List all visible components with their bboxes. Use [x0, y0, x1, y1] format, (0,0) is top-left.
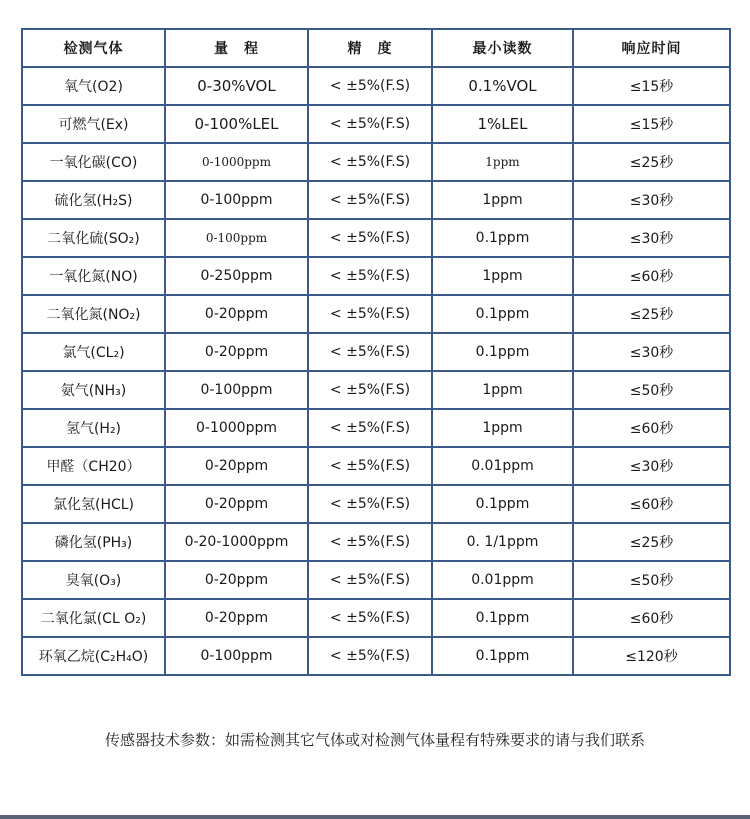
cell-min-reading: 0. 1/1ppm	[432, 523, 573, 561]
cell-min-reading: 1ppm	[432, 257, 573, 295]
cell-gas: 可燃气(Ex)	[22, 105, 165, 143]
cell-gas: 环氧乙烷(C₂H₄O)	[22, 637, 165, 675]
cell-accuracy: < ±5%(F.S)	[308, 371, 432, 409]
cell-gas: 一氧化碳(CO)	[22, 143, 165, 181]
cell-gas: 二氧化硫(SO₂)	[22, 219, 165, 257]
cell-range: 0-30%VOL	[165, 67, 308, 105]
header-accuracy: 精 度	[308, 29, 432, 67]
table-row	[22, 485, 730, 523]
cell-min-reading: 0.1ppm	[432, 295, 573, 333]
table-row	[22, 409, 730, 447]
cell-response-time: ≤60秒	[573, 485, 730, 523]
cell-range: 0-20ppm	[165, 295, 308, 333]
cell-gas: 臭氧(O₃)	[22, 561, 165, 599]
cell-range: 0-20-1000ppm	[165, 523, 308, 561]
table-row	[22, 523, 730, 561]
table-row	[22, 257, 730, 295]
table-row	[22, 561, 730, 599]
cell-response-time: ≤30秒	[573, 447, 730, 485]
cell-accuracy: < ±5%(F.S)	[308, 181, 432, 219]
cell-min-reading: 0.01ppm	[432, 561, 573, 599]
table-header-row	[22, 29, 730, 67]
cell-response-time: ≤60秒	[573, 257, 730, 295]
cell-gas: 二氧化氯(CL O₂)	[22, 599, 165, 637]
cell-min-reading: 1ppm	[432, 143, 573, 181]
table-row	[22, 67, 730, 105]
cell-min-reading: 0.1ppm	[432, 637, 573, 675]
cell-gas: 氧气(O2)	[22, 67, 165, 105]
cell-min-reading: 0.01ppm	[432, 447, 573, 485]
cell-range: 0-100ppm	[165, 181, 308, 219]
cell-range: 0-20ppm	[165, 599, 308, 637]
cell-response-time: ≤60秒	[573, 409, 730, 447]
cell-accuracy: < ±5%(F.S)	[308, 219, 432, 257]
cell-response-time: ≤120秒	[573, 637, 730, 675]
cell-min-reading: 0.1ppm	[432, 333, 573, 371]
cell-min-reading: 1ppm	[432, 181, 573, 219]
cell-gas: 氨气(NH₃)	[22, 371, 165, 409]
cell-accuracy: < ±5%(F.S)	[308, 257, 432, 295]
cell-range: 0-1000ppm	[165, 409, 308, 447]
cell-range: 0-1000ppm	[165, 143, 308, 181]
cell-min-reading: 0.1ppm	[432, 219, 573, 257]
cell-accuracy: < ±5%(F.S)	[308, 409, 432, 447]
cell-response-time: ≤25秒	[573, 523, 730, 561]
cell-min-reading: 1ppm	[432, 371, 573, 409]
bottom-divider	[0, 815, 750, 819]
cell-accuracy: < ±5%(F.S)	[308, 67, 432, 105]
cell-range: 0-100ppm	[165, 371, 308, 409]
cell-response-time: ≤50秒	[573, 561, 730, 599]
cell-gas: 氯气(CL₂)	[22, 333, 165, 371]
cell-response-time: ≤15秒	[573, 67, 730, 105]
header-gas: 检测气体	[22, 29, 165, 67]
cell-accuracy: < ±5%(F.S)	[308, 447, 432, 485]
footnote: 传感器技术参数：如需检测其它气体或对检测气体量程有特殊要求的请与我们联系	[104, 731, 645, 749]
cell-range: 0-20ppm	[165, 485, 308, 523]
sensor-spec-table	[21, 28, 731, 676]
cell-response-time: ≤30秒	[573, 219, 730, 257]
cell-accuracy: < ±5%(F.S)	[308, 485, 432, 523]
cell-gas: 甲醛（CH20）	[22, 447, 165, 485]
cell-range: 0-100ppm	[165, 637, 308, 675]
cell-range: 0-20ppm	[165, 561, 308, 599]
cell-min-reading: 0.1ppm	[432, 599, 573, 637]
table-row	[22, 143, 730, 181]
table-row	[22, 295, 730, 333]
table-row	[22, 333, 730, 371]
cell-min-reading: 1ppm	[432, 409, 573, 447]
header-range: 量 程	[165, 29, 308, 67]
cell-response-time: ≤30秒	[573, 181, 730, 219]
table-row	[22, 219, 730, 257]
cell-accuracy: < ±5%(F.S)	[308, 143, 432, 181]
cell-accuracy: < ±5%(F.S)	[308, 295, 432, 333]
cell-gas: 一氧化氮(NO)	[22, 257, 165, 295]
cell-accuracy: < ±5%(F.S)	[308, 599, 432, 637]
cell-range: 0-20ppm	[165, 333, 308, 371]
cell-min-reading: 0.1ppm	[432, 485, 573, 523]
cell-response-time: ≤15秒	[573, 105, 730, 143]
cell-min-reading: 1%LEL	[432, 105, 573, 143]
cell-accuracy: < ±5%(F.S)	[308, 523, 432, 561]
cell-gas: 二氧化氮(NO₂)	[22, 295, 165, 333]
cell-gas: 磷化氢(PH₃)	[22, 523, 165, 561]
table-row	[22, 371, 730, 409]
table-row	[22, 181, 730, 219]
table-row	[22, 447, 730, 485]
cell-response-time: ≤30秒	[573, 333, 730, 371]
cell-range: 0-20ppm	[165, 447, 308, 485]
cell-range: 0-100ppm	[165, 219, 308, 257]
cell-gas: 硫化氢(H₂S)	[22, 181, 165, 219]
cell-response-time: ≤25秒	[573, 143, 730, 181]
cell-response-time: ≤25秒	[573, 295, 730, 333]
cell-gas: 氯化氢(HCL)	[22, 485, 165, 523]
cell-response-time: ≤60秒	[573, 599, 730, 637]
cell-min-reading: 0.1%VOL	[432, 67, 573, 105]
cell-accuracy: < ±5%(F.S)	[308, 637, 432, 675]
table-row	[22, 637, 730, 675]
table-row	[22, 105, 730, 143]
cell-range: 0-100%LEL	[165, 105, 308, 143]
cell-range: 0-250ppm	[165, 257, 308, 295]
table-body	[22, 67, 730, 675]
cell-gas: 氢气(H₂)	[22, 409, 165, 447]
cell-accuracy: < ±5%(F.S)	[308, 333, 432, 371]
table-row	[22, 599, 730, 637]
cell-accuracy: < ±5%(F.S)	[308, 561, 432, 599]
header-response-time: 响应时间	[573, 29, 730, 67]
cell-accuracy: < ±5%(F.S)	[308, 105, 432, 143]
header-min-reading: 最小读数	[432, 29, 573, 67]
cell-response-time: ≤50秒	[573, 371, 730, 409]
